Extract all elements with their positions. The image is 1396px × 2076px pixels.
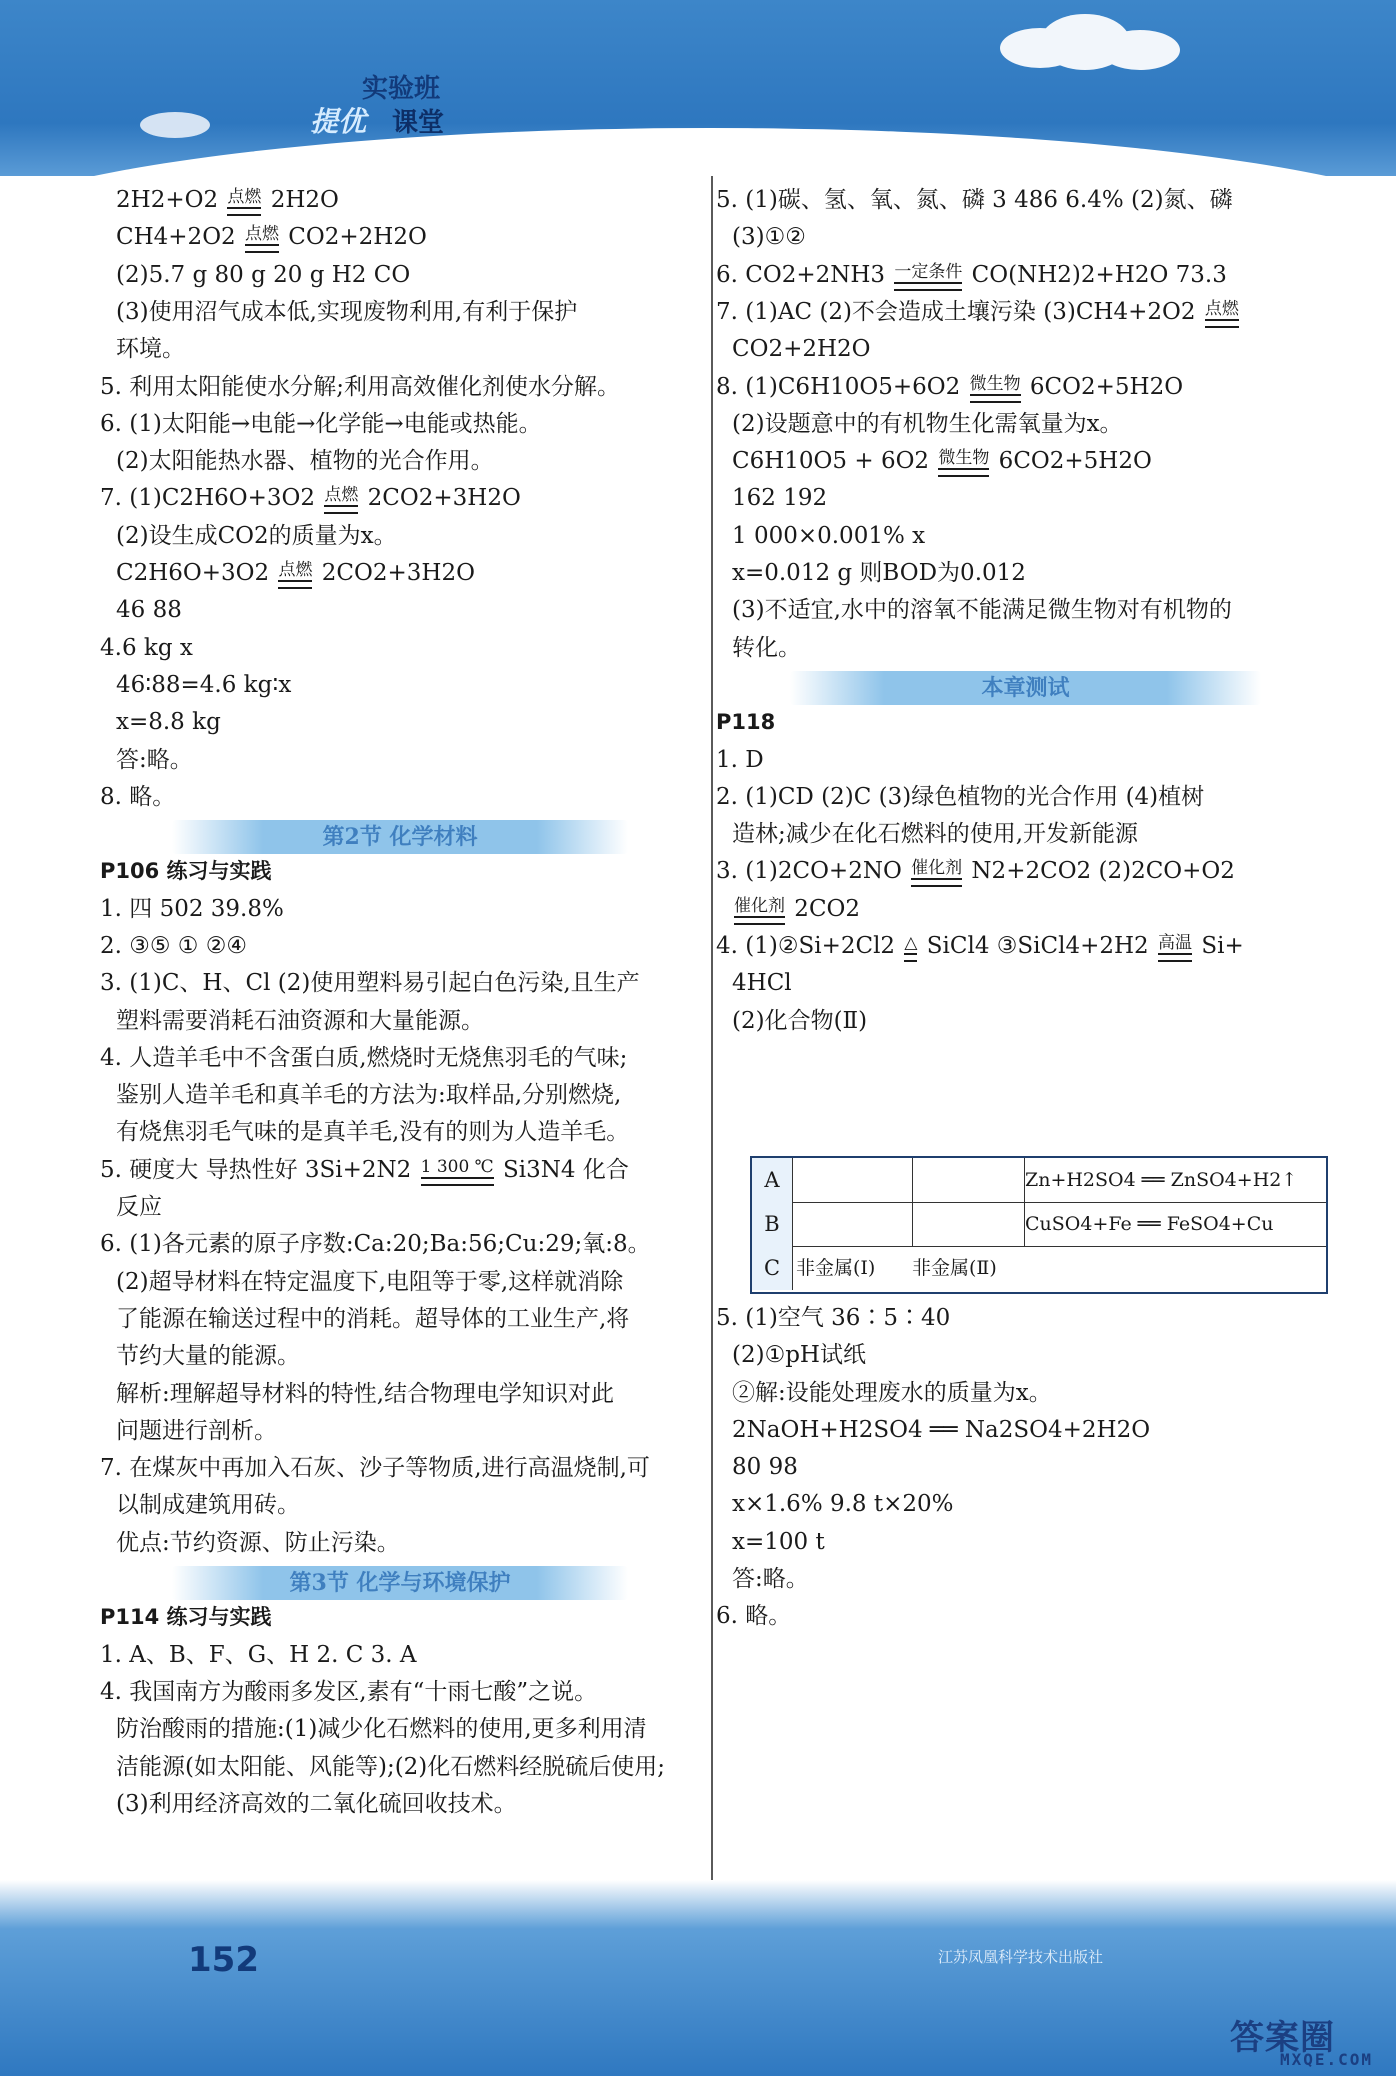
answer-line: 4. (1)②Si+2Cl2 △ SiCl4 ③SiCl4+2H2 高温 Si+ [716,930,1244,962]
answer-line: 节约大量的能源。 [116,1343,300,1369]
answer-line: 反应 [116,1194,162,1220]
watermark-bottom: MXQE.COM [1280,2050,1374,2069]
answer-line: 造林;减少在化石燃料的使用,开发新能源 [732,821,1139,847]
watermark [1230,2010,1390,2070]
table-row [752,1202,1326,1247]
answer-table [750,1156,1328,1294]
reaction-condition: 点燃 [276,561,314,589]
answer-line: 优点:节约资源、防止污染。 [116,1530,400,1556]
answer-line: 5. 利用太阳能使水分解;利用高效催化剂使水分解。 [100,374,621,400]
answer-line: 7. (1)C2H6O+3O2 点燃 2CO2+3H2O [100,482,521,514]
table-row [752,1158,1326,1203]
answer-line: 4. 我国南方为酸雨多发区,素有“十雨七酸”之说。 [100,1679,598,1705]
answer-line: (3)不适宜,水中的溶氧不能满足微生物对有机物的 [732,597,1232,623]
answer-line: (2)化合物(Ⅱ) [732,1008,868,1034]
cloud-decoration [1100,30,1180,70]
answer-line: 46 88 [116,597,182,623]
answer-line: 6. CO2+2NH3 一定条件 CO(NH2)2+H2O 73.3 [716,259,1227,291]
reaction-condition: 一定条件 [892,263,964,291]
answer-line: 了能源在输送过程中的消耗。超导体的工业生产,将 [116,1306,630,1332]
reaction-condition: 微生物 [936,449,991,477]
reaction-condition: 点燃 [225,188,263,216]
answer-line: 5. (1)碳、氢、氧、氮、磷 3 486 6.4% (2)氮、磷 [716,187,1233,213]
reaction-condition: 高温 [1156,934,1194,962]
answer-line: 2. ③⑤ ① ②④ [100,933,247,959]
cloud-decoration [140,112,210,138]
answer-line: x=100 t [732,1529,825,1555]
page-number: 152 [188,1940,259,1980]
answer-line: 3. (1)C、H、Cl (2)使用塑料易引起白色污染,且生产 [100,970,640,996]
answer-line: CO2+2H2O [732,336,871,362]
exercise-heading: P114 练习与实践 [100,1605,272,1629]
answer-line: 5. (1)空气 36∶5∶40 [716,1305,951,1331]
answer-line: C2H6O+3O2 点燃 2CO2+3H2O [116,557,475,589]
column-divider [711,176,713,1896]
answer-line: 塑料需要消耗石油资源和大量能源。 [116,1008,484,1034]
answer-line: x=8.8 kg [116,709,221,735]
reaction-condition: 微生物 [968,375,1023,403]
answer-line: (3)①② [732,224,806,250]
logo-script: 提优 [310,105,367,138]
reaction-condition: 点燃 [322,486,360,514]
answer-line: 1 000×0.001% x [732,523,926,549]
answer-line: (2)设题意中的有机物生化需氧量为x。 [732,411,1123,437]
logo-title: 实验班 [362,74,441,104]
answer-line: (2)太阳能热水器、植物的光合作用。 [116,448,494,474]
answer-line: 转化。 [732,635,801,661]
table-row-header: B [752,1202,793,1246]
answer-line: 1. A、B、F、G、H 2. C 3. A [100,1642,417,1668]
answer-line: (2)超导材料在特定温度下,电阻等于零,这样就消除 [116,1269,624,1295]
answer-line: 有烧焦羽毛气味的是真羊毛,没有的则为人造羊毛。 [116,1119,630,1145]
answer-line: x=0.012 g 则BOD为0.012 [732,560,1026,586]
answer-line: ②解:设能处理废水的质量为x。 [732,1380,1052,1406]
answer-line: 5. 硬度大 导热性好 3Si+2N2 1 300 ℃ Si3N4 化合 [100,1154,629,1186]
answer-line: 1. 四 502 39.8% [100,896,284,922]
table-cell [796,1202,908,1246]
header-curve [0,128,1396,176]
answer-line: 3. (1)2CO+2NO 催化剂 N2+2CO2 (2)2CO+O2 [716,855,1235,887]
answer-line: (2)5.7 g 80 g 20 g H2 CO [116,262,411,288]
table-cell: 非金属(Ⅰ) [796,1257,876,1279]
answer-line: 6. (1)各元素的原子序数:Ca:20;Ba:56;Cu:29;氧:8。 [100,1231,651,1257]
answer-line: 环境。 [116,336,185,362]
answer-line: 防治酸雨的措施:(1)减少化石燃料的使用,更多利用清 [116,1716,647,1742]
table-row-header: A [752,1158,793,1202]
table-row-header: C [752,1246,793,1290]
answer-line: 162 192 [732,485,828,511]
answer-line: 以制成建筑用砖。 [116,1492,300,1518]
answer-line: 8. (1)C6H10O5+6O2 微生物 6CO2+5H2O [716,371,1183,403]
table-cell: 非金属(Ⅱ) [912,1257,997,1279]
answer-line: 问题进行剖析。 [116,1418,277,1444]
exercise-heading: P106 练习与实践 [100,859,272,883]
table-cell [796,1158,908,1202]
answer-line: 鉴别人造羊毛和真羊毛的方法为:取样品,分别燃烧, [116,1082,622,1108]
answer-line: C6H10O5 + 6O2 微生物 6CO2+5H2O [732,445,1152,477]
reaction-condition: 催化剂 [732,897,787,925]
table-cell: Zn+H2SO4 ══ ZnSO4+H2↑ [1024,1158,1325,1202]
answer-line: 洁能源(如太阳能、风能等);(2)化石燃料经脱硫后使用; [116,1754,666,1780]
answer-line: (3)使用沼气成本低,实现废物利用,有利于保护 [116,299,578,325]
answer-line: 解析:理解超导材料的特性,结合物理电学知识对此 [116,1381,615,1407]
answer-line: 2NaOH+H2SO4 ══ Na2SO4+2H2O [732,1417,1151,1443]
table-cell: CuSO4+Fe ══ FeSO4+Cu [1024,1202,1325,1246]
reaction-condition: 点燃 [1203,300,1241,328]
answer-line: 4. 人造羊毛中不含蛋白质,燃烧时无烧焦羽毛的气味; [100,1045,628,1071]
answer-line: (2)设生成CO2的质量为x。 [116,523,397,549]
answer-line: 2. (1)CD (2)C (3)绿色植物的光合作用 (4)植树 [716,784,1205,810]
book-logo [300,60,490,140]
answer-line: 6. (1)太阳能→电能→化学能→电能或热能。 [100,411,542,437]
answer-line: 答:略。 [116,747,193,773]
table-cell [912,1158,1021,1202]
answer-line: 46∶88=4.6 kg∶x [116,672,292,698]
table-row [752,1246,1326,1290]
section-heading: 本章测试 [790,671,1261,705]
answer-line: 7. 在煤灰中再加入石灰、沙子等物质,进行高温烧制,可 [100,1455,650,1481]
reaction-condition: 1 300 ℃ [419,1158,496,1186]
answer-line: 6. 略。 [716,1603,792,1629]
section-heading: 第2节 化学材料 [172,820,628,854]
answer-line: 答:略。 [732,1566,809,1592]
answer-line: 4HCl [732,970,792,996]
section-heading: 第3节 化学与环境保护 [172,1566,628,1600]
answer-line: 2H2+O2 点燃 2H2O [116,184,339,216]
logo-subtitle: 课堂 [392,108,445,138]
reaction-condition: 点燃 [243,225,281,253]
exercise-heading: P118 [716,710,776,734]
reaction-condition: △ [902,934,919,962]
table-cell [912,1202,1021,1246]
answer-line: (3)利用经济高效的二氧化硫回收技术。 [116,1791,517,1817]
page-header [0,0,1396,176]
watermark-top: 答案圈 [1230,2018,1335,2058]
publisher-text: 江苏凤凰科学技术出版社 [938,1948,1104,1966]
answer-line: 7. (1)AC (2)不会造成土壤污染 (3)CH4+2O2 点燃 [716,296,1241,328]
answer-line: 8. 略。 [100,784,176,810]
reaction-condition: 催化剂 [909,859,964,887]
answer-line: CH4+2O2 点燃 CO2+2H2O [116,221,427,253]
table-cell [1024,1246,1324,1290]
answer-line: x×1.6% 9.8 t×20% [732,1491,954,1517]
answer-line: 催化剂 2CO2 [732,893,860,925]
answer-line: 4.6 kg x [100,635,193,661]
answer-line: (2)①pH试纸 [732,1342,866,1368]
answer-line: 80 98 [732,1454,798,1480]
answer-line: 1. D [716,747,764,773]
